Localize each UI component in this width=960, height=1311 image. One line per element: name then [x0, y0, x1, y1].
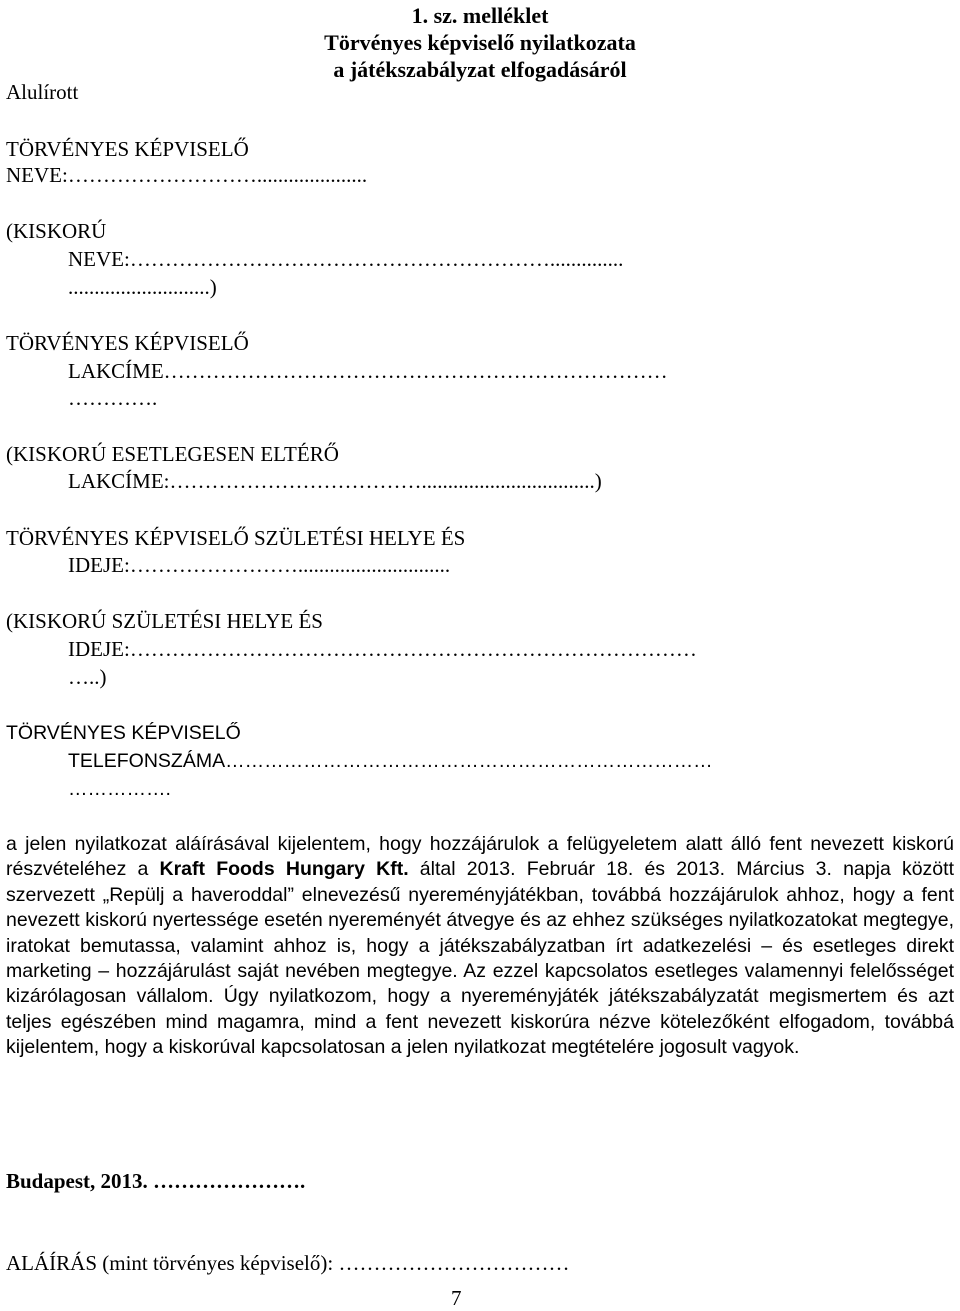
representative-address-field-cont[interactable]: ………….	[68, 386, 158, 410]
company-name: Kraft Foods Hungary Kft.	[159, 858, 409, 881]
page-number: 7	[451, 1286, 462, 1310]
representative-phone-field-cont[interactable]: …………….	[68, 778, 171, 800]
minor-address-label: (KISKORÚ ESETLEGESEN ELTÉRŐ	[6, 442, 339, 466]
minor-birth-label: (KISKORÚ SZÜLETÉSI HELYE ÉS	[6, 609, 323, 633]
representative-birth-field[interactable]: IDEJE:…………………….............................	[68, 553, 451, 577]
declaration-paragraph	[6, 832, 954, 1061]
place-date-field[interactable]: Budapest, 2013. ………………….	[6, 1169, 306, 1193]
document-header	[290, 2, 670, 83]
representative-address-field[interactable]: LAKCÍME………………………………………………………………	[68, 359, 668, 383]
annex-number: 1. sz. melléklet	[411, 3, 549, 28]
declaration-text-b: által 2013. Február 18. és 2013. Március 3. napja között szervezett „Repülj a haveroddal” elnevezésű nyereményjátékban, továbbá hozzájárulok ahhoz, hogy a fent nevezett kiskorú nyertessége esetén nyereményét átvegye és az ehhez szükséges nyilatkozatokat megtegye, iratokat bemutassa, valamint ahhoz is, hogy a játékszabályzatban írt adatkezelési – és esetleges direkt marketing – hozzájárulást saját nevében megtegye. Az ezzel kapcsolatos esetleges valamennyi felelősséget kizárólagosan vállalom. Úgy nyilatkozom, hogy a nyereményjáték játékszabályzatát megismertem és azt teljes egészében mind magamra, mind a fent nevezett kiskorúra nézve kötelezőként elfogadom, továbbá kijelentem, hogy a kiskorúval kapcsolatosan a jelen nyilatkozat megtételére jogosult vagyok.	[6, 858, 954, 1059]
representative-address-label: TÖRVÉNYES KÉPVISELŐ	[6, 331, 249, 355]
representative-phone-field[interactable]: TELEFONSZÁMA…………………………………………………………………	[68, 750, 713, 772]
document-title: Törvényes képviselő nyilatkozata	[324, 30, 636, 55]
representative-name-field[interactable]: NEVE:……………………….....................	[6, 163, 368, 187]
minor-birth-field[interactable]: IDEJE:………………………………………………………………………	[68, 637, 697, 661]
signature-label-rest: (mint törvényes képviselő): ……………………………	[97, 1251, 570, 1275]
representative-name-label: TÖRVÉNYES KÉPVISELŐ	[6, 137, 249, 161]
minor-birth-field-cont[interactable]: …..)	[68, 665, 107, 689]
signature-line[interactable]	[6, 1250, 569, 1276]
signature-label: ALÁÍRÁS	[6, 1251, 98, 1275]
alulirott-label: Alulírott	[6, 80, 79, 104]
document-subtitle: a játékszabályzat elfogadásáról	[333, 57, 627, 82]
minor-name-label: (KISKORÚ	[6, 219, 107, 243]
minor-name-field[interactable]: NEVE:……………………………………………………..............	[68, 247, 624, 271]
minor-address-field[interactable]: LAKCÍME:……………………………….................................)	[68, 469, 602, 493]
declaration-text-a: a jelen nyilatkozat aláírásával kijelentem, hogy hozzájárulok a felügyeletem alatt álló fent nevezett kiskorú részvételéhez a	[6, 833, 954, 881]
representative-birth-label: TÖRVÉNYES KÉPVISELŐ SZÜLETÉSI HELYE ÉS	[6, 526, 466, 550]
minor-name-field-cont[interactable]: ...........................)	[68, 275, 217, 299]
representative-phone-label: TÖRVÉNYES KÉPVISELŐ	[6, 722, 241, 744]
